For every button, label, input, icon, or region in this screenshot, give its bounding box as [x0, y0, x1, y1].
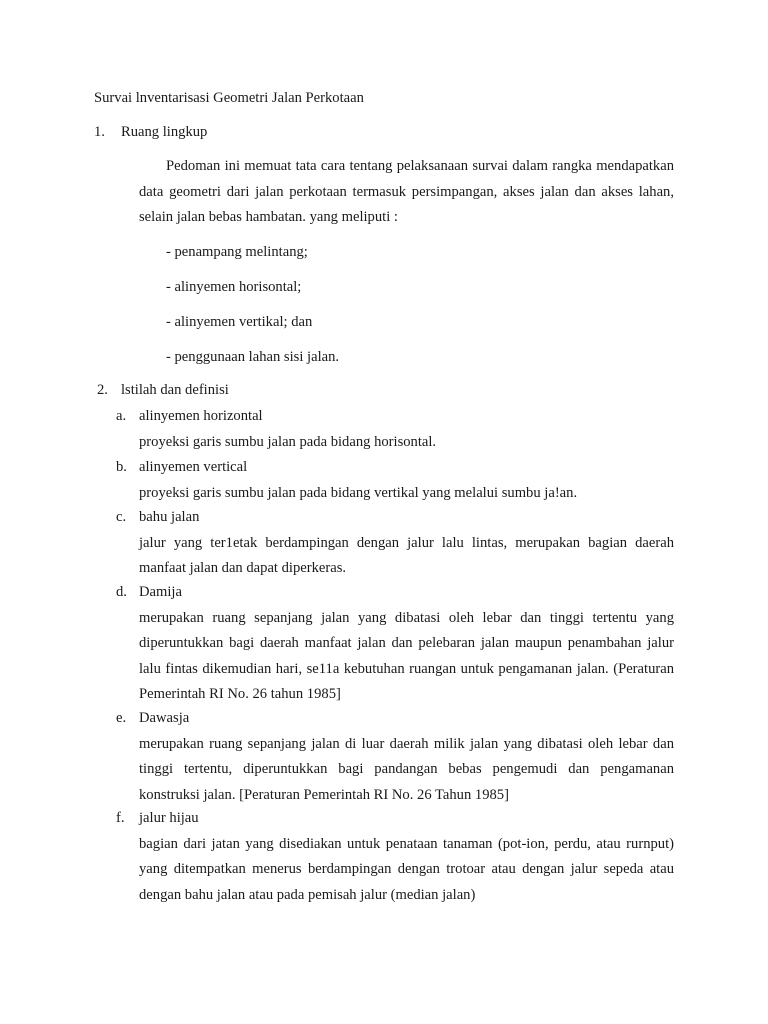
- definition-term: Dawasja: [139, 710, 190, 726]
- definition-body: bagian dari jatan yang disediakan untuk penataan tanaman (pot-ion, perdu, atau rurnput) yang ditempatkan menerus berdampingan dengan trotoar atau dengan jalur sepeda atau dengan bahu jalan atau pada pemisah jalur (median jalan): [139, 836, 674, 903]
- definition-letter: b.: [116, 459, 127, 475]
- definition-body: merupakan ruang sepanjang jalan yang dibatasi oleh lebar dan tinggi tertentu yang diperuntukkan bagi daerah manfaat jalan dan pelebaran jalan maupun penambahan jalur lalu fintas dikemudian hari, se11a kebutuhan ruangan untuk pengamanan jalan. (Peraturan Pemerintah RI No. 26 tahun 1985]: [139, 610, 674, 702]
- definition-body: merupakan ruang sepanjang jalan di luar daerah milik jalan yang dibatasi oleh lebar dan tinggi tertentu, diperuntukkan bagi pandangan bebas pengemudi dan pengamanan konstruksi jalan. [Peraturan Pemerintah RI No. 26 Tahun 1985]: [139, 736, 674, 803]
- bullet-item: - penampang melintang;: [166, 244, 308, 260]
- section-2-heading: lstilah dan definisi: [121, 382, 229, 398]
- definition-body: proyeksi garis sumbu jalan pada bidang vertikal yang melalui sumbu ja!an.: [139, 485, 578, 501]
- definition-term: Damija: [139, 584, 182, 600]
- definition-term: alinyemen horizontal: [139, 408, 263, 424]
- definition-letter: f.: [116, 810, 125, 826]
- definition-letter: d.: [116, 584, 127, 600]
- bullet-item: - alinyemen vertikal; dan: [166, 314, 313, 330]
- document-title: Survai lnventarisasi Geometri Jalan Perkotaan: [94, 90, 364, 106]
- section-1-number: 1.: [94, 124, 105, 140]
- bullet-item: - alinyemen horisontal;: [166, 279, 302, 295]
- definition-letter: a.: [116, 408, 127, 424]
- definition-letter: e.: [116, 710, 127, 726]
- section-1-paragraph: Pedoman ini memuat tata cara tentang pelaksanaan survai dalam rangka mendapatkan data geometri dari jalan perkotaan termasuk persimpangan, akses jalan dan akses lahan, selain jalan bebas hambatan. yang meliputi :: [139, 158, 674, 225]
- bullet-item: - penggunaan lahan sisi jalan.: [166, 349, 340, 365]
- section-1-heading: Ruang lingkup: [121, 124, 208, 140]
- definition-body: jalur yang ter1etak berdampingan dengan jalur lalu lintas, merupakan bagian daerah manfaat jalan dan dapat diperkeras.: [139, 535, 674, 577]
- definition-body: proyeksi garis sumbu jalan pada bidang horisontal.: [139, 434, 437, 450]
- definition-letter: c.: [116, 509, 127, 525]
- section-2-number: 2.: [97, 382, 108, 398]
- definition-term: jalur hijau: [139, 810, 199, 826]
- definition-term: alinyemen vertical: [139, 459, 248, 475]
- definition-term: bahu jalan: [139, 509, 200, 525]
